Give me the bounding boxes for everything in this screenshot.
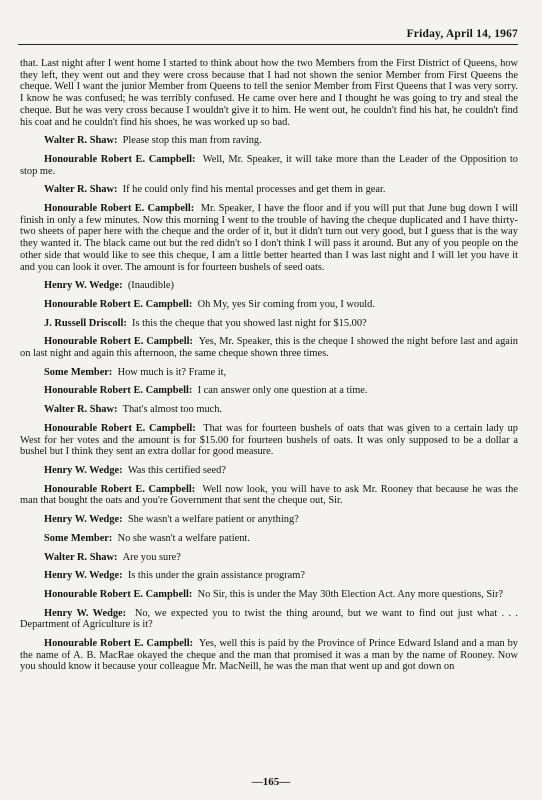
transcript-body (20, 58, 518, 680)
speech-text: No, we expected you to twist the thing around, but we want to find out just what . . . Department of Agriculture is it? (20, 607, 518, 631)
transcript-paragraph (20, 367, 518, 379)
speech-text: Mr. Speaker, I have the floor and if you will put that June bug down I will finish in only a few minutes. Now this morning I went to the trouble of having the cheque duplicated and I have thirty-two sheets of paper here with the cheque and the order of it, but it didn't turn out very good, but I guess that is the way they wanted it. The black came out but the red didn't so I don't think I will pass it around. But any of you people on the other side that would like to see this cheque, I am a little better hearted than I was last night and I will let you have it and you can look it over. The amount is for fourteen bushels of seed oats. (20, 203, 519, 273)
page-number: —165— (251, 776, 291, 788)
speaker-name: Honourable Robert E. Campbell: (44, 336, 194, 348)
speaker-name: Honourable Robert E. Campbell: (44, 298, 193, 310)
speaker-name: Honourable Robert E. Campbell: (44, 588, 193, 600)
transcript-paragraph (20, 514, 518, 526)
speaker-name: Honourable Robert E. Campbell: (44, 385, 193, 397)
speech-text: Yes, well this is paid by the Province of Prince Edward Island and a man by the name of A. B. MacRae okayed the cheque and the man that promised it was a man by the name of Rooney. Now you should know it because your colleague Mr. MacNeill, he was the man that went up and got down on (20, 638, 518, 673)
transcript-paragraph (20, 318, 518, 330)
speaker-name: Walter R. Shaw: (44, 184, 118, 196)
transcript-paragraph (20, 280, 518, 292)
speaker-name: Henry W. Wedge: (44, 280, 123, 292)
speaker-name: Honourable Robert E. Campbell: (44, 422, 196, 434)
speech-text: If he could only find his mental processes and get them in gear. (122, 184, 386, 196)
transcript-paragraph (20, 299, 518, 311)
speech-text: That was for fourteen bushels of oats that was given to a certain lady up West for her votes and the amount is for $15.00 for fourteen bushels of oats. It was only supposed to be a dollar a bushel but I think they sent an extra dollar for good measure. (20, 422, 519, 458)
speaker-name: J. Russell Driscoll: (44, 317, 127, 329)
speech-text: I can answer only one question at a time. (197, 385, 368, 397)
speech-text: (Inaudible) (127, 280, 174, 292)
transcript-paragraph (20, 336, 518, 359)
transcript-paragraph (20, 203, 518, 273)
speech-text: Oh My, yes Sir coming from you, I would. (197, 298, 375, 310)
transcript-paragraph (20, 552, 518, 564)
speech-text: Well now look, you will have to ask Mr. Rooney that because he was the man that bought the oats and you're Government that sent the cheque out, Sir. (20, 483, 518, 507)
speaker-name: Henry W. Wedge: (44, 514, 123, 526)
speech-text: Yes, Mr. Speaker, this is the cheque I showed the night before last and again on last night and again this afternoon, the same cheque shown three times. (20, 336, 518, 360)
speech-text: No she wasn't a welfare patient. (117, 532, 250, 544)
speech-text: that. Last night after I went home I started to think about how the two Members from the First District of Queens, how they left, they went out and they were cross because that I had not shown the senior Member from First Queens the cheque. Well I want the junior Member from Queens to tell the senior Member from First Queens that I was very sorry. I know he was confused; he was terribly confused. He came over here and I thought he was going to try and steal the cheque. But he was very cross because I wouldn't give it to him. He went out, he couldn't find his hat, he couldn't find his coat and he couldn't find his shoes, he was worked up so bad. (20, 58, 518, 128)
speaker-name: Honourable Robert E. Campbell: (44, 483, 196, 495)
speech-text: Well, Mr. Speaker, it will take more than the Leader of the Opposition to stop me. (20, 153, 519, 177)
speech-text: Is this the cheque that you showed last night for $15.00? (132, 317, 367, 329)
transcript-paragraph (20, 385, 518, 397)
transcript-paragraph (20, 423, 518, 458)
transcript-paragraph (20, 589, 518, 601)
transcript-paragraph (20, 533, 518, 545)
speaker-name: Henry W. Wedge: (44, 607, 127, 619)
transcript-paragraph (20, 58, 518, 128)
speech-text: Was this certified seed? (127, 464, 226, 476)
transcript-paragraph (20, 184, 518, 196)
transcript-paragraph (20, 154, 518, 177)
speaker-name: Some Member: (44, 366, 113, 378)
speaker-name: Henry W. Wedge: (44, 464, 123, 476)
speech-text: Is this under the grain assistance program? (127, 570, 305, 582)
speech-text: Please stop this man from raving. (122, 135, 262, 147)
transcript-paragraph (20, 404, 518, 416)
transcript-paragraph (20, 570, 518, 582)
speech-text: That's almost too much. (122, 404, 223, 416)
speech-text: Are you sure? (122, 551, 181, 563)
speaker-name: Henry W. Wedge: (44, 570, 123, 582)
speaker-name: Walter R. Shaw: (44, 404, 118, 416)
speaker-name: Honourable Robert E. Campbell: (44, 203, 195, 215)
speech-text: No Sir, this is under the May 30th Election Act. Any more questions, Sir? (197, 588, 504, 600)
transcript-paragraph (20, 135, 518, 147)
speaker-name: Walter R. Shaw: (44, 551, 118, 563)
speech-text: She wasn't a welfare patient or anything? (127, 514, 299, 526)
transcript-paragraph (20, 608, 518, 631)
speaker-name: Some Member: (44, 532, 113, 544)
header-rule (18, 44, 518, 45)
page-header-date: Friday, April 14, 1967 (406, 28, 518, 40)
speaker-name: Walter R. Shaw: (44, 135, 118, 147)
speaker-name: Honourable Robert E. Campbell: (44, 638, 194, 650)
speech-text: How much is it? Frame it, (117, 366, 227, 378)
speaker-name: Honourable Robert E. Campbell: (44, 153, 196, 165)
transcript-paragraph (20, 484, 518, 507)
transcript-paragraph (20, 465, 518, 477)
transcript-paragraph (20, 638, 518, 673)
